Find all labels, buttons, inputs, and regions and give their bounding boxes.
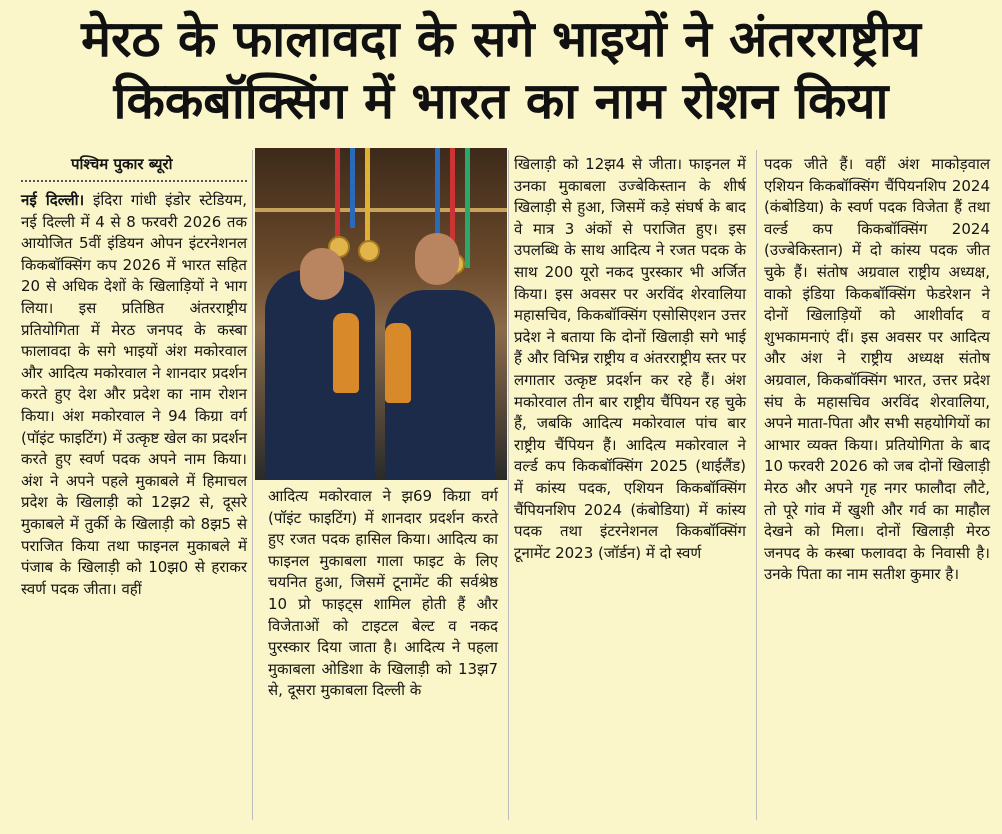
- headline: [0, 8, 1002, 132]
- athlete-left-head: [300, 248, 344, 300]
- medal-ribbon: [465, 148, 470, 268]
- column-2-text: आदित्य मकोरवाल ने झ69 किग्रा वर्ग (पॉइंट फाइटिंग) में शानदार प्रदर्शन करते हुए रजत पदक हासिल किया। आदित्य का फाइनल मुकाबला गाला फाइट के लिए चयनित हुआ, जिसमें टूनामेंट की सर्वश्रेष्ठ 10 प्रो फाइट्स शामिल होती हैं और विजेताओं को टाइटल बेल्ट व नकद पुरस्कार दिया जाता है। आदित्य ने पहला मुकाबला ओडिशा के खिलाड़ी को 13झ7 से, दूसरा मुकाबला दिल्ली के: [268, 487, 498, 700]
- medal-ribbon: [335, 148, 340, 238]
- column-1-text: इंदिरा गांधी इंडोर स्टेडियम, नई दिल्ली में 4 से 8 फरवरी 2026 तक आयोजित 5वीं इंडियन ओपन इंटरनेशनल किकबॉक्सिंग कप 2026 में भारत सहित 20 से अधिक देशों के खिलाड़ियों ने भाग लिया। इस प्रतिष्ठित अंतरराष्ट्रीय प्रतियोगिता में मेरठ जनपद के कस्बा फालावदा के सगे भाइयों अंश मकोरवाल और आदित्य मकोरवाल ने शानदार प्रदर्शन करते हुए देश और प्रदेश का नाम रोशन किया। अंश मकोरवाल ने 94 किग्रा वर्ग (पॉइंट फाइटिंग) में उत्कृष्ट खेल का प्रदर्शन करते हुए स्वर्ण पदक अपने नाम किया। अंश ने अपने पहले मुकाबले में हिमाचल प्रदेश के खिलाड़ी को 12झ2 से, दूसरे मुकाबले में तुर्की के खिलाड़ी को 8झ5 से पराजित किया तथा फाइनल मुकाबले में पंजाब के खिलाड़ी को 10झ0 से हराकर स्वर्ण पदक जीता। वहीं: [21, 191, 247, 598]
- column-4-text: पदक जीते हैं। वहीं अंश माकोड़वाल एशियन किकबॉक्सिंग चैंपियनशिप 2024 (कंबोडिया) के स्वर्ण पदक विजेता हैं तथा वर्ल्ड कप किकबॉक्सिंग 2024 (उज्बेकिस्तान) में दो कांस्य पदक जीत चुके हैं। संतोष अग्रवाल राष्ट्रीय अध्यक्ष, वाको इंडिया किकबॉक्सिंग फेडरेशन ने दोनों खिलाड़ियों को आशीर्वाद व शुभकामनाएं दीं। इस अवसर पर आदित्य और अंश ने राष्ट्रीय अध्यक्ष संतोष अग्रवाल, किकबॉक्सिंग भारत, उत्तर प्रदेश संघ के महासचिव अरविंद शेरवालिया, अपने माता-पिता और सभी सहयोगियों का आभार व्यक्त किया। प्रतियोगिता के बाद 10 फरवरी 2026 को जब दोनों खिलाड़ी मेरठ और अपने गृह नगर फालौदा लौटे, तो पूरे गांव में खुशी और गर्व का माहौल देखने को मिला। दोनों खिलाड़ी मेरठ जनपद के कस्बा फलावदा के निवासी है। उनके पिता का नाम सतीश कुमार है।: [764, 155, 990, 584]
- article-column-4: [764, 154, 990, 586]
- headline-line-2: किकबॉक्सिंग में भारत का नाम रोशन किया: [113, 72, 889, 130]
- article-column-1: [21, 154, 247, 600]
- article-paragraph-1: [21, 190, 247, 600]
- medal-ribbon: [450, 148, 455, 248]
- headline-line-1: मेरठ के फालावदा के सगे भाइयों ने अंतरराष्ट्रीय: [81, 10, 921, 68]
- byline: पश्चिम पुकार ब्यूरो: [71, 155, 173, 173]
- column-divider: [252, 150, 253, 820]
- athlete-right-head: [415, 233, 459, 285]
- trophy-icon: [385, 323, 411, 403]
- column-divider: [508, 150, 509, 820]
- column-divider: [756, 150, 757, 820]
- dateline: नई दिल्ली।: [21, 191, 85, 209]
- medal-ribbon: [365, 148, 370, 243]
- medal-icon: [358, 240, 380, 262]
- byline-divider: [21, 180, 247, 182]
- medal-ribbon: [350, 148, 355, 228]
- brothers-photo: [255, 148, 507, 480]
- trophy-icon: [333, 313, 359, 393]
- column-3-text: खिलाड़ी को 12झ4 से जीता। फाइनल में उनका मुकाबला उज्बेकिस्तान के शीर्ष खिलाड़ी से हुआ, जिसमें कड़े संघर्ष के बाद वे मात्र 3 अंकों से पराजित हुए। इस उपलब्धि के साथ आदित्य ने रजत पदक के साथ 200 यूरो नकद पुरस्कार भी अर्जित किया। इस अवसर पर अरविंद शेरवालिया महासचिव, किकबॉक्सिंग एसोसिएशन उत्तर प्रदेश ने बताया कि दोनों खिलाड़ी सगे भाई हैं और विभिन्न राष्ट्रीय व अंतरराष्ट्रीय स्तर पर लगातार उत्कृष्ट प्रदर्शन कर रहे हैं। अंश मकोरवाल तीन बार राष्ट्रीय चैंपियन रह चुके हैं, जबकि आदित्य मकोरवाल पांच बार राष्ट्रीय चैंपियन हैं। आदित्य मकोरवाल ने वर्ल्ड कप किकबॉक्सिंग 2025 (थाईलैंड) में कांस्य पदक, एशियन किकबॉक्सिंग चैंपियनशिप 2024 (कंबोडिया) में कांस्य पदक तथा इंटरनेशनल किकबॉक्सिंग टूनामेंट 2023 (जॉर्डन) में दो स्वर्ण: [514, 155, 746, 562]
- article-column-2: [268, 486, 498, 702]
- article-column-3: [514, 154, 746, 564]
